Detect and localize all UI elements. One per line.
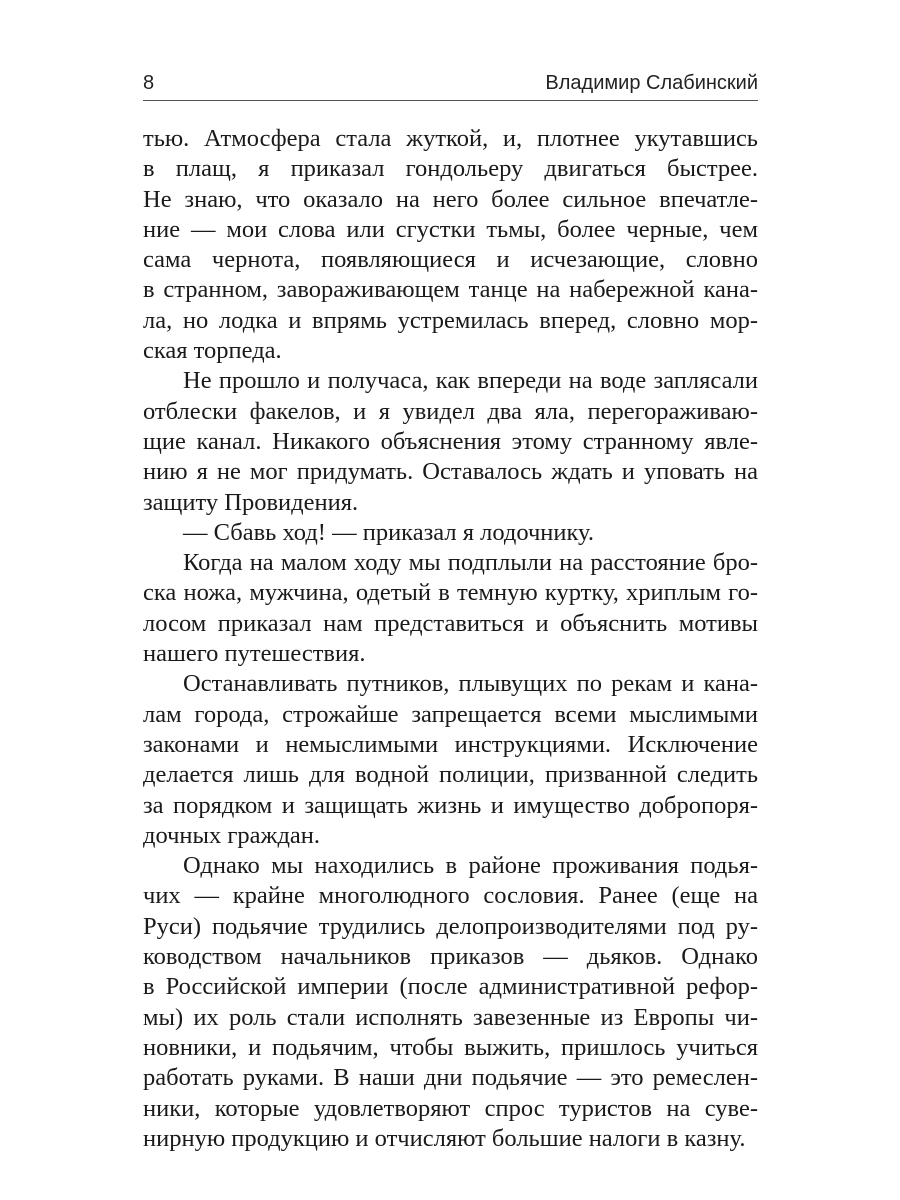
text-line: ла, но лодка и впрямь устремилась вперед, словно мор- — [143, 306, 758, 334]
text-line: в Российской империи (после административной рефор- — [143, 973, 758, 1001]
text-line: ники, которые удовлетворяют спрос туристов на суве- — [143, 1094, 758, 1122]
paragraph — [143, 669, 758, 851]
text-line: в плащ, я приказал гондольеру двигаться быстрее. — [143, 155, 758, 183]
text-line: сама чернота, появляющиеся и исчезающие, словно — [143, 246, 758, 274]
text-line: тью. Атмосфера стала жуткой, и, плотнее укутавшись — [143, 125, 758, 152]
book-text — [143, 124, 758, 1154]
paragraph-dialog — [143, 518, 758, 548]
paragraph — [143, 124, 758, 366]
text-line: чих — крайне многолюдного сословия. Ранее (еще на — [143, 882, 758, 910]
text-line: в странном, завораживающем танце на набережной кана- — [143, 276, 758, 304]
text-line: дочных граждан. — [143, 821, 321, 849]
text-line: лосом приказал нам представиться и объяснить мотивы — [143, 609, 758, 637]
text-line: щие канал. Никакого объяснения этому странному явле- — [143, 427, 758, 455]
running-head — [143, 70, 758, 101]
text-line: Не знаю, что оказало на него более сильное впечатле- — [143, 185, 758, 213]
paragraph — [143, 366, 758, 517]
page-number: 8 — [143, 72, 155, 94]
text-line: нашего путешествия. — [143, 640, 366, 668]
text-line: Руси) подьячие трудились делопроизводителями под ру- — [143, 912, 758, 940]
text-line: лам города, строжайше запрещается всеми мыслимыми — [143, 700, 758, 728]
text-line: новники, и подьячим, чтобы выжить, пришлось учиться — [143, 1033, 758, 1061]
text-line: нию я не мог придумать. Оставалось ждать и уповать на — [143, 458, 758, 486]
text-line: за порядком и защищать жизнь и имущество добропоря- — [143, 791, 758, 819]
text-line: Останавливать путников, плывущих по рекам и кана- — [183, 670, 758, 698]
text-line: делается лишь для водной полиции, призванной следить — [143, 761, 758, 789]
paragraph — [143, 851, 758, 1154]
text-line: ская торпеда. — [143, 337, 282, 365]
text-line: — Сбавь ход! — приказал я лодочнику. — [183, 518, 594, 546]
text-line: Не прошло и получаса, как впереди на воде заплясали — [183, 367, 758, 395]
text-line: работать руками. В наши дни подьячие — это ремеслен- — [143, 1064, 758, 1092]
text-line: законами и немыслимыми инструкциями. Исключение — [143, 730, 758, 758]
text-line: отблески факелов, и я увидел два яла, перегораживаю- — [143, 397, 758, 425]
text-line: нирную продукцию и отчисляют большие налоги в казну. — [143, 1124, 746, 1152]
running-head-author: Владимир Слабинский — [545, 72, 758, 94]
text-line: ководством начальников приказов — дьяков. Однако — [143, 943, 758, 971]
paragraph — [143, 548, 758, 669]
text-line: мы) их роль стали исполнять завезенные из Европы чи- — [143, 1003, 758, 1031]
text-line: защиту Провидения. — [143, 488, 359, 516]
text-line: ние — мои слова или сгустки тьмы, более черные, чем — [143, 215, 758, 243]
text-line: ска ножа, мужчина, одетый в темную куртку, хриплым го- — [143, 579, 758, 607]
text-line: Когда на малом ходу мы подплыли на расстояние бро- — [183, 549, 758, 577]
text-line: Однако мы находились в районе проживания подья- — [183, 852, 758, 880]
